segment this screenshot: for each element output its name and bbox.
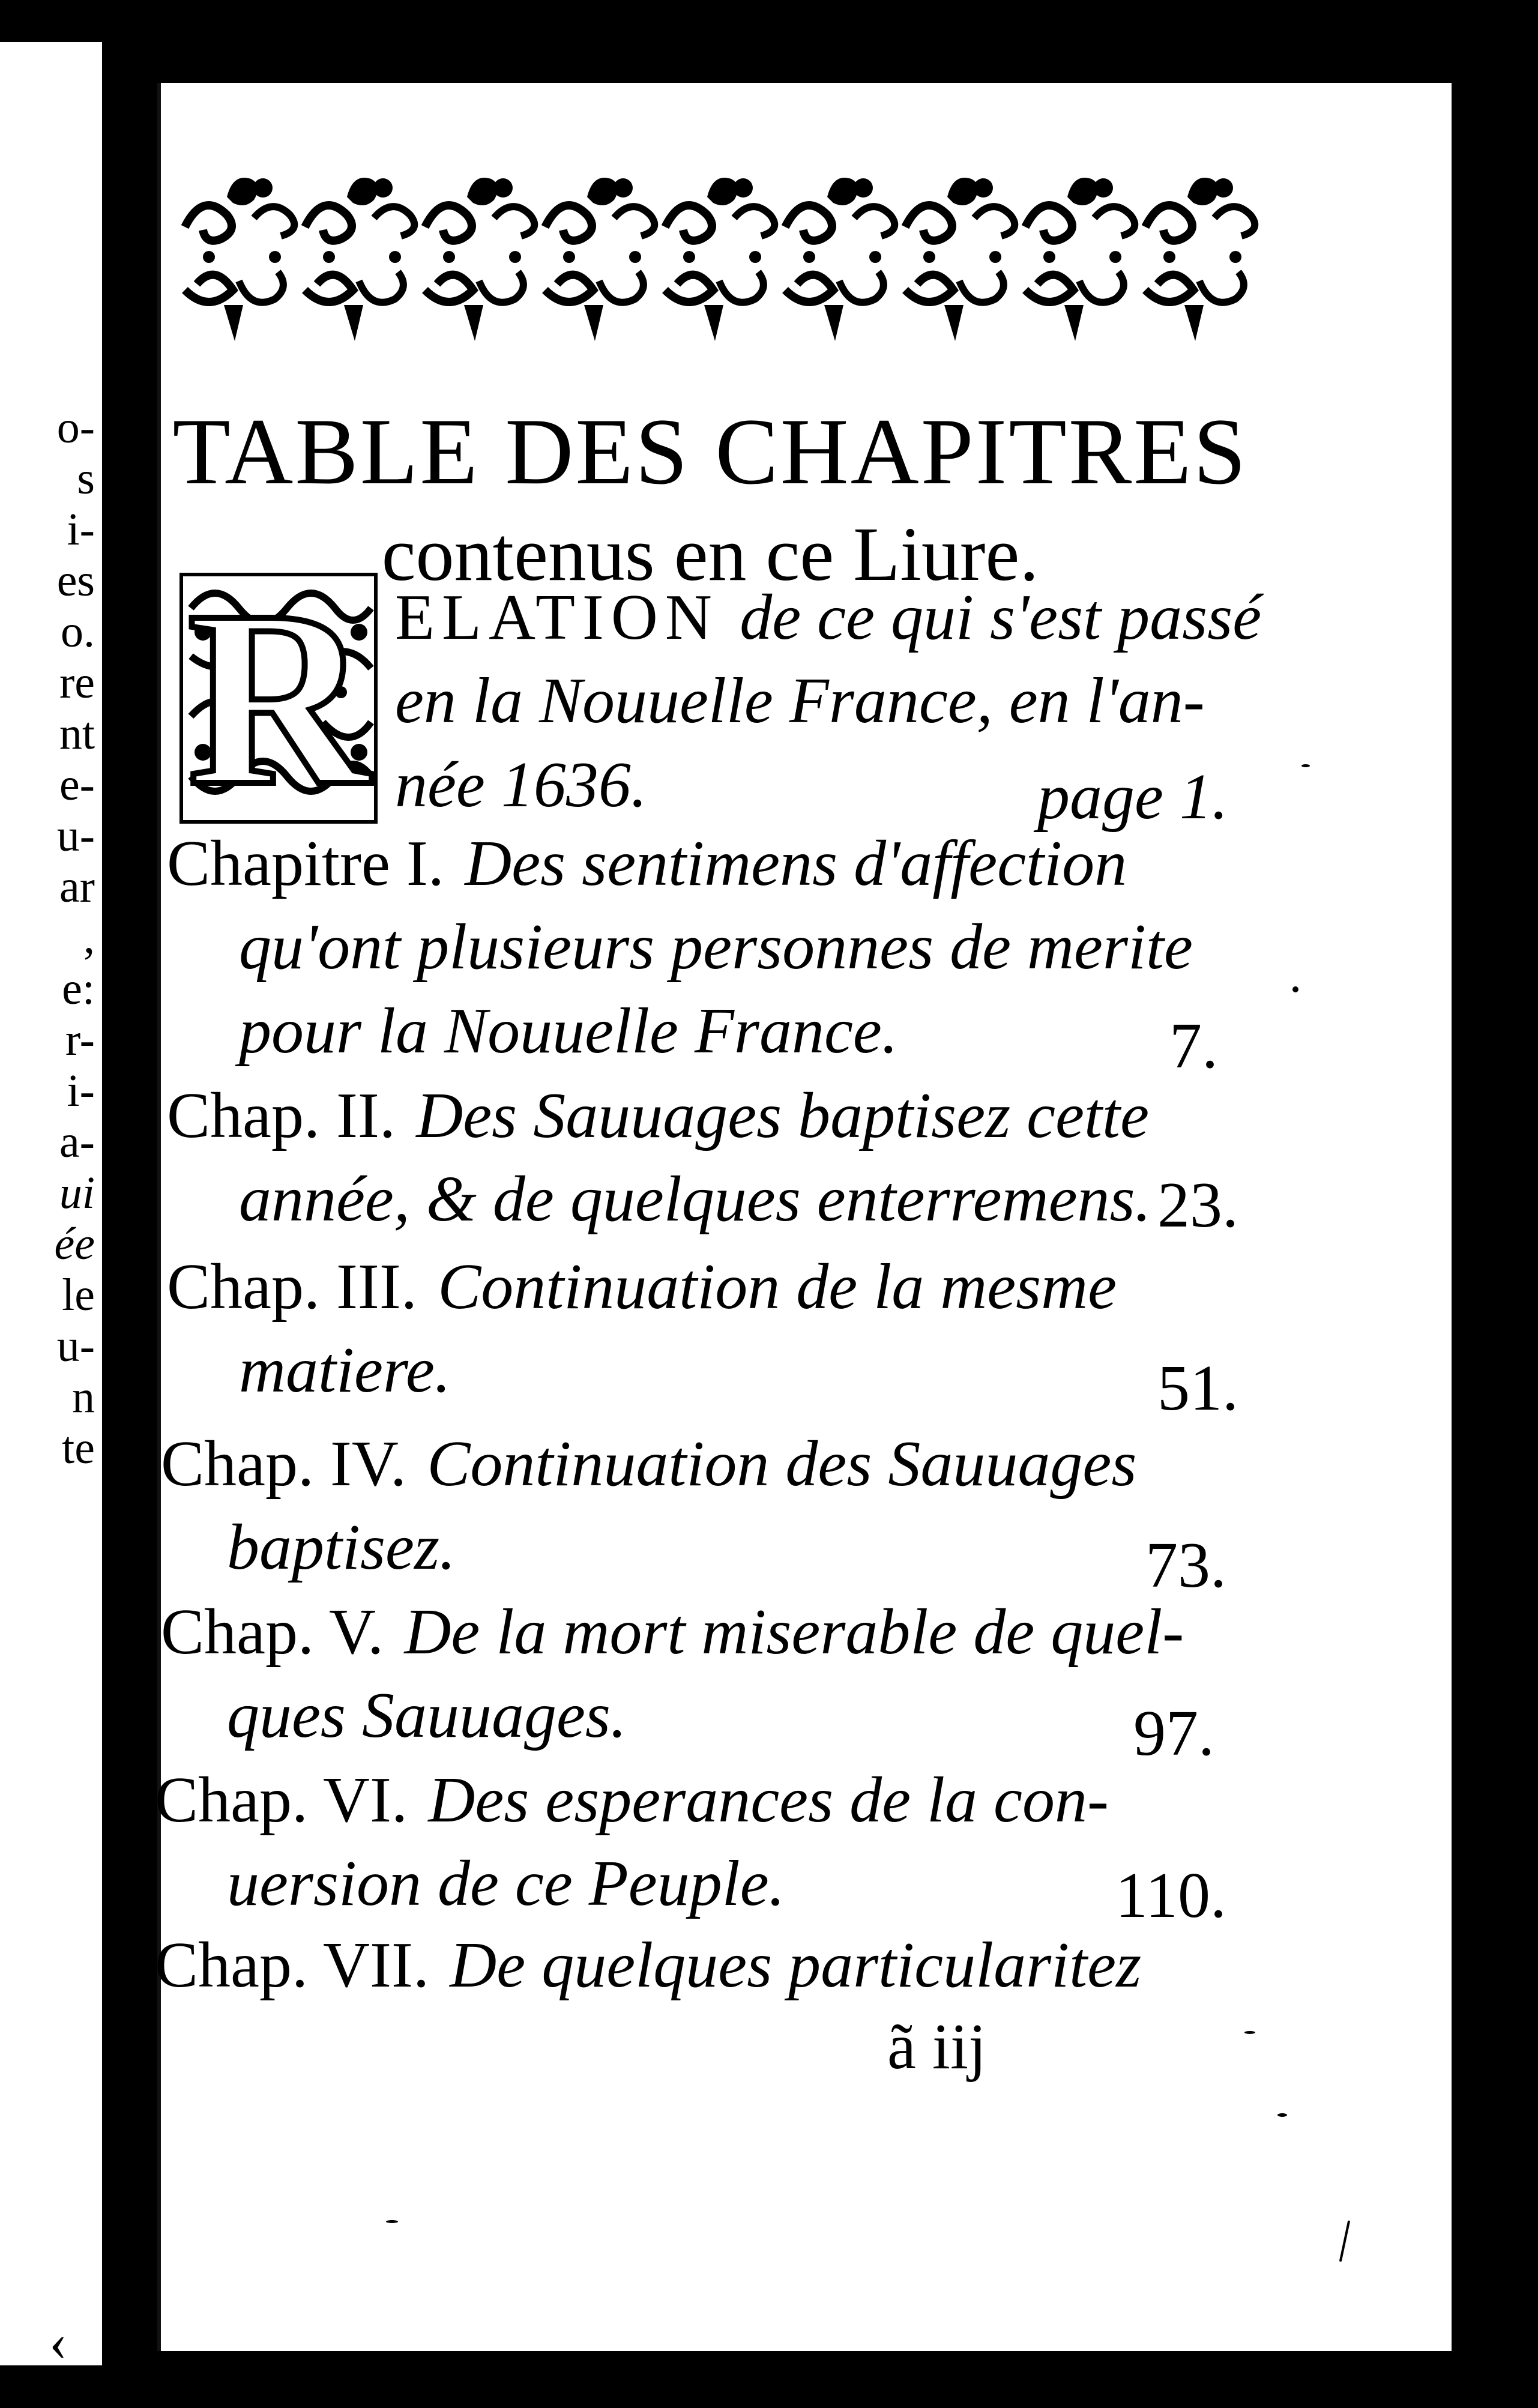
signature-mark: ã iij	[887, 2011, 986, 2083]
intro-page-number: page 1.	[1037, 761, 1228, 833]
fragment: nt	[59, 708, 95, 759]
chapter-label: Chap. II.	[167, 1080, 396, 1151]
scan-speck	[1292, 986, 1298, 992]
fragment: i-	[67, 1066, 95, 1116]
fragment: o.	[61, 606, 95, 657]
chapter-2-line-1	[167, 1079, 1149, 1152]
fragment: es	[56, 555, 95, 606]
fragment: i-	[67, 504, 95, 555]
binding-gutter	[102, 0, 162, 2408]
facing-page-text-fragments	[0, 402, 102, 1474]
fragment: o-	[56, 402, 95, 453]
chapter-5-line-1	[161, 1596, 1184, 1668]
fragment: u-	[56, 1321, 95, 1371]
facing-page	[0, 42, 102, 2372]
intro-line-1	[395, 581, 1261, 654]
chapter-4-page-number: 73.	[1145, 1530, 1226, 1601]
chapter-3-line-1	[167, 1251, 1117, 1323]
chapter-7-line-1	[155, 1929, 1141, 2002]
chapter-2-line-2: année, & de quelques enterremens.	[239, 1163, 1151, 1235]
chapter-title: Des esperances de la con-	[428, 1764, 1109, 1836]
chapter-label: Chap. VII.	[155, 1930, 429, 2001]
chapter-1-line-2: qu'ont plusieurs personnes de merite	[239, 911, 1193, 983]
scan-speck	[1277, 2113, 1287, 2117]
scan-speck	[1244, 2031, 1255, 2034]
chapter-6-line-2: uersion de ce Peuple.	[227, 1848, 785, 1919]
fragment: ,	[83, 913, 95, 963]
chapter-label: Chap. V.	[161, 1596, 384, 1668]
scan-speck	[386, 2220, 398, 2223]
intro-line-2: en la Nouuelle France, en l'an-	[395, 665, 1205, 737]
fragment: te	[62, 1423, 95, 1473]
chapter-label: Chap. IV.	[161, 1428, 407, 1500]
chapter-3-line-2: matiere.	[239, 1335, 451, 1406]
fragment: ée	[54, 1219, 95, 1269]
chapter-6-line-1	[155, 1764, 1109, 1836]
chapter-1-page-number: 7.	[1169, 1010, 1218, 1082]
chapter-title: De la mort miserable de quel-	[404, 1596, 1184, 1668]
fragment: r-	[65, 1015, 95, 1065]
fragment: n	[72, 1372, 95, 1422]
chapter-label: Chap. III.	[167, 1251, 417, 1323]
fragment: e-	[59, 759, 95, 810]
chapter-label: Chap. VI.	[155, 1764, 408, 1836]
chapter-title: Des Sauuages baptisez cette	[416, 1080, 1149, 1151]
chapter-title: Continuation de la mesme	[438, 1251, 1117, 1323]
chapter-title: De quelques particularitez	[450, 1930, 1142, 2001]
fleuron-headpiece-ornament	[173, 161, 1259, 383]
chapter-6-page-number: 110.	[1115, 1860, 1226, 1931]
chapter-4-line-1	[161, 1428, 1136, 1500]
table-of-contents-page	[157, 83, 1452, 2351]
page-subtitle: contenus en ce Liure.	[381, 511, 1039, 597]
chapter-1-line-3: pour la Nouuelle France.	[239, 995, 898, 1067]
fragment: s	[77, 453, 95, 504]
chapter-2-page-number: 23.	[1157, 1169, 1238, 1241]
chapter-title: Continuation des Sauuages	[427, 1428, 1137, 1500]
scan-speck	[1339, 2220, 1350, 2262]
chapter-4-line-2: baptisez.	[227, 1512, 456, 1583]
edge-mark: ‹	[49, 2313, 67, 2372]
chapter-3-page-number: 51.	[1157, 1353, 1238, 1424]
intro-text: de ce qui s'est passé	[740, 582, 1262, 653]
intro-line-3: née 1636.	[395, 749, 647, 821]
fragment: ui	[59, 1168, 95, 1218]
chapter-5-line-2: ques Sauuages.	[227, 1680, 627, 1751]
page-title: TABLE DES CHAPITRES	[172, 399, 1248, 504]
fragment: a-	[59, 1117, 95, 1167]
scan-speck	[1301, 764, 1310, 767]
fragment: re	[59, 657, 95, 708]
chapter-5-page-number: 97.	[1133, 1698, 1214, 1769]
chapter-title: Des sentimens d'affection	[465, 828, 1127, 899]
fragment: le	[62, 1270, 95, 1320]
fragment: u-	[56, 810, 95, 861]
dropcap-letter: R	[187, 558, 370, 837]
fragment: e:	[62, 964, 95, 1014]
ornamental-initial-icon	[179, 558, 378, 837]
chapter-label: Chapitre I.	[167, 828, 444, 899]
chapter-1-line-1	[167, 827, 1127, 900]
intro-smallcaps: ELATION	[395, 582, 719, 653]
fragment: ar	[59, 862, 95, 912]
